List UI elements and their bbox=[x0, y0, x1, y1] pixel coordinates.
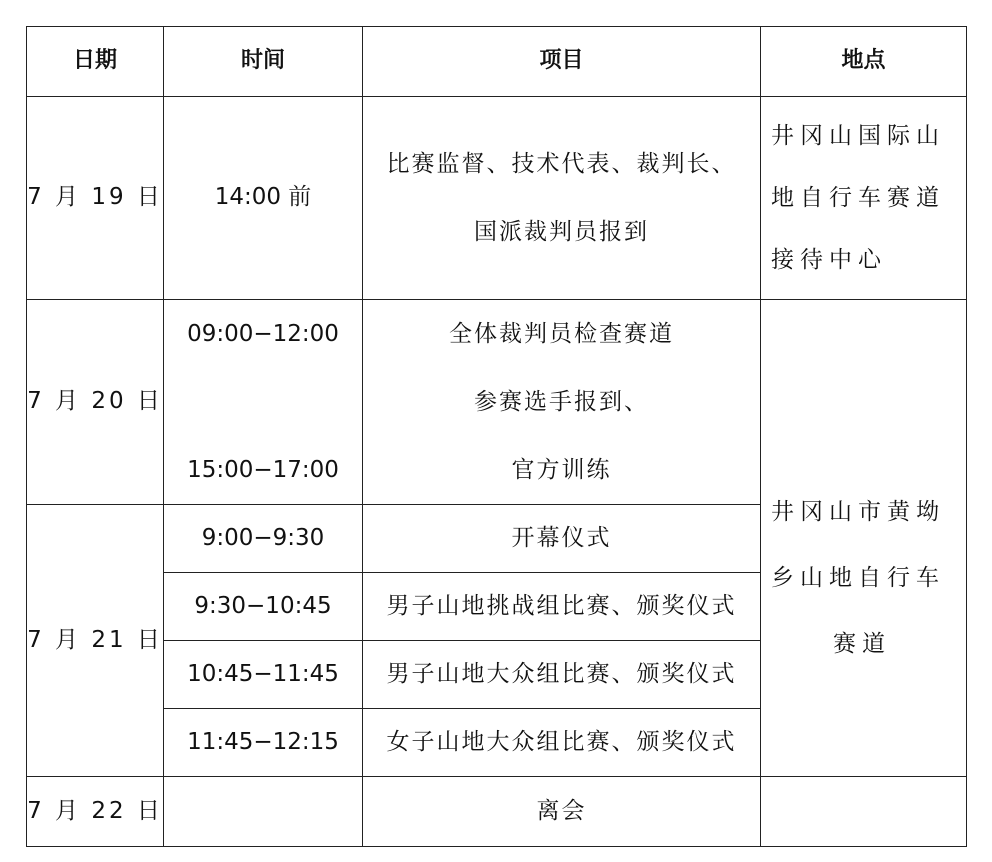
location-line: 接待中心 bbox=[771, 247, 887, 273]
location-lines bbox=[771, 105, 966, 291]
header-event: 项目 bbox=[363, 27, 761, 97]
event-line: 国派裁判员报到 bbox=[474, 219, 649, 245]
venue-cell bbox=[761, 300, 967, 777]
event-line: 官方训练 bbox=[511, 457, 612, 483]
location-line: 井冈山国际山 bbox=[771, 123, 945, 149]
time-cell bbox=[164, 777, 363, 847]
header-location: 地点 bbox=[761, 27, 967, 97]
time-line-spacer bbox=[164, 368, 362, 436]
event-line: 全体裁判员检查赛道 bbox=[449, 321, 674, 347]
venue-line: 井冈山市黄坳 bbox=[771, 499, 945, 525]
event-line: 比赛监督、技术代表、裁判长、 bbox=[386, 151, 737, 177]
event-cell bbox=[363, 97, 761, 300]
event-lines bbox=[363, 130, 760, 266]
schedule-table bbox=[26, 26, 967, 847]
time-cell: 9:00−9:30 bbox=[164, 505, 363, 573]
date-cell: 7 月 22 日 bbox=[27, 777, 164, 847]
time-cell: 11:45−12:15 bbox=[164, 709, 363, 777]
event-cell: 女子山地大众组比赛、颁奖仪式 bbox=[363, 709, 761, 777]
event-cell: 男子山地挑战组比赛、颁奖仪式 bbox=[363, 573, 761, 641]
time-line: 09:00−12:00 bbox=[187, 321, 339, 347]
event-cell: 离会 bbox=[363, 777, 761, 847]
location-line: 地自行车赛道 bbox=[771, 185, 945, 211]
event-line: 参赛选手报到、 bbox=[474, 389, 649, 415]
date-cell: 7 月 19 日 bbox=[27, 97, 164, 300]
time-line: 15:00−17:00 bbox=[187, 457, 339, 483]
location-cell bbox=[761, 777, 967, 847]
date-cell: 7 月 21 日 bbox=[27, 505, 164, 777]
table-row bbox=[27, 300, 967, 505]
event-cell: 男子山地大众组比赛、颁奖仪式 bbox=[363, 641, 761, 709]
time-cell: 10:45−11:45 bbox=[164, 641, 363, 709]
time-cell: 14:00 前 bbox=[164, 97, 363, 300]
table-row bbox=[27, 97, 967, 300]
table-row bbox=[27, 777, 967, 847]
header-row bbox=[27, 27, 967, 97]
time-cell bbox=[164, 300, 363, 505]
header-date: 日期 bbox=[27, 27, 164, 97]
event-cell bbox=[363, 300, 761, 505]
location-cell bbox=[761, 97, 967, 300]
header-time: 时间 bbox=[164, 27, 363, 97]
event-lines bbox=[363, 300, 760, 504]
event-cell: 开幕仪式 bbox=[363, 505, 761, 573]
time-cell: 9:30−10:45 bbox=[164, 573, 363, 641]
venue-line: 乡山地自行车 bbox=[771, 565, 945, 591]
venue-line: 赛道 bbox=[833, 631, 891, 657]
date-cell: 7 月 20 日 bbox=[27, 300, 164, 505]
